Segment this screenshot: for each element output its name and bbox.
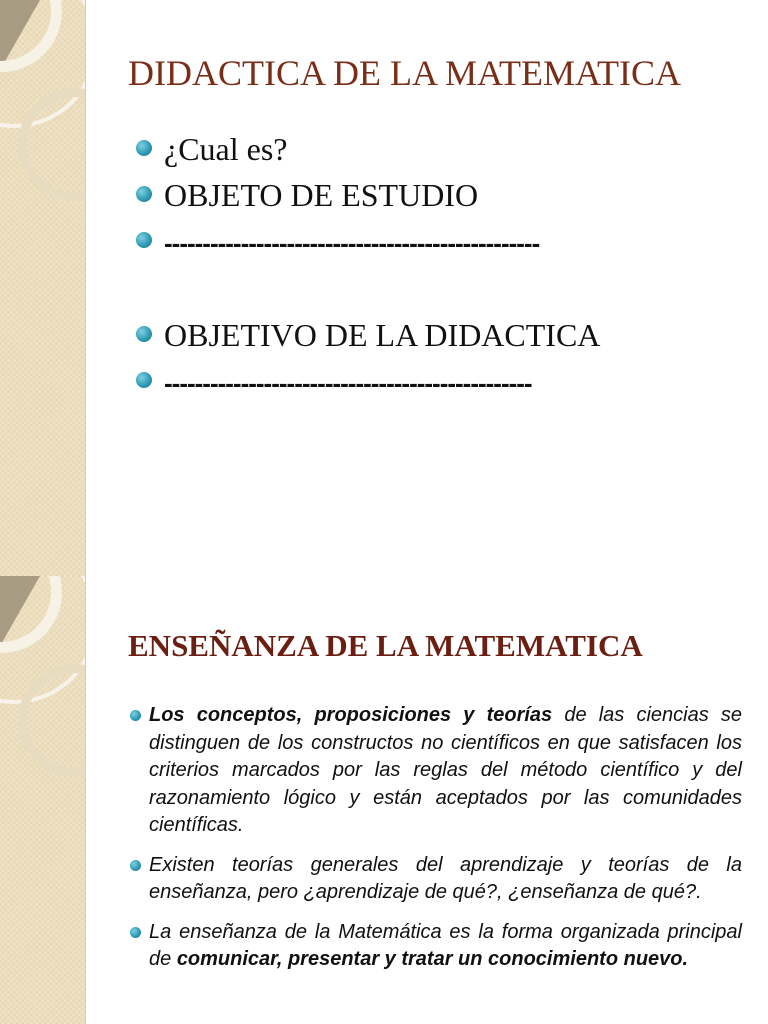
sidebar-divider [85, 0, 86, 576]
list-item [136, 176, 736, 222]
emphasis-text: comunicar, presentar y tratar un conocimiento nuevo. [176, 948, 689, 970]
bullet-icon [130, 710, 141, 721]
paragraph-text: La enseñanza de la Matemática es la forma organizada principal de [149, 920, 742, 970]
bullet-list [136, 130, 736, 408]
list-item [130, 919, 742, 974]
list-item [136, 316, 736, 362]
list-item-text: ¿Cual es? [164, 131, 288, 167]
list-item-text: OBJETO DE ESTUDIO [164, 177, 479, 213]
bullet-icon [136, 326, 152, 342]
slide-title: DIDACTICA DE LA MATEMATICA [128, 53, 681, 93]
slide-title: ENSEÑANZA DE LA MATEMATICA [128, 628, 643, 663]
paragraph-text: Existen teorías generales del aprendizaje y teorías de la enseñanza, pero ¿aprendizaje de qué?, ¿enseñanza de qué?. [149, 853, 742, 903]
list-item [136, 130, 736, 176]
list-item [130, 852, 742, 907]
decorative-sidebar [0, 576, 85, 1024]
bullet-icon [136, 140, 152, 156]
bullet-icon [136, 372, 152, 388]
bullet-icon [136, 232, 152, 248]
list-item [130, 702, 742, 840]
bullet-list [130, 702, 742, 986]
paragraph-text: de las ciencias se distinguen de los constructos no científicos en que satisfacen los criterios marcados por las reglas del método científico y del razonamiento lógico y están aceptados por las comunidades científicas. [149, 704, 742, 836]
list-item-text: ------------------------------------------------ [164, 368, 532, 398]
bullet-icon [130, 860, 141, 871]
list-item [136, 222, 736, 268]
bullet-icon [136, 186, 152, 202]
list-item [136, 362, 736, 408]
list-item-text: OBJETIVO DE LA DIDACTICA [164, 317, 601, 353]
list-item-text: ------------------------------------------------- [164, 228, 540, 258]
bullet-icon [130, 927, 141, 938]
sidebar-divider [85, 576, 86, 1024]
emphasis-text: Los conceptos, proposiciones y teorías [149, 704, 553, 726]
slide-2 [0, 576, 768, 1024]
decorative-sidebar [0, 0, 85, 576]
